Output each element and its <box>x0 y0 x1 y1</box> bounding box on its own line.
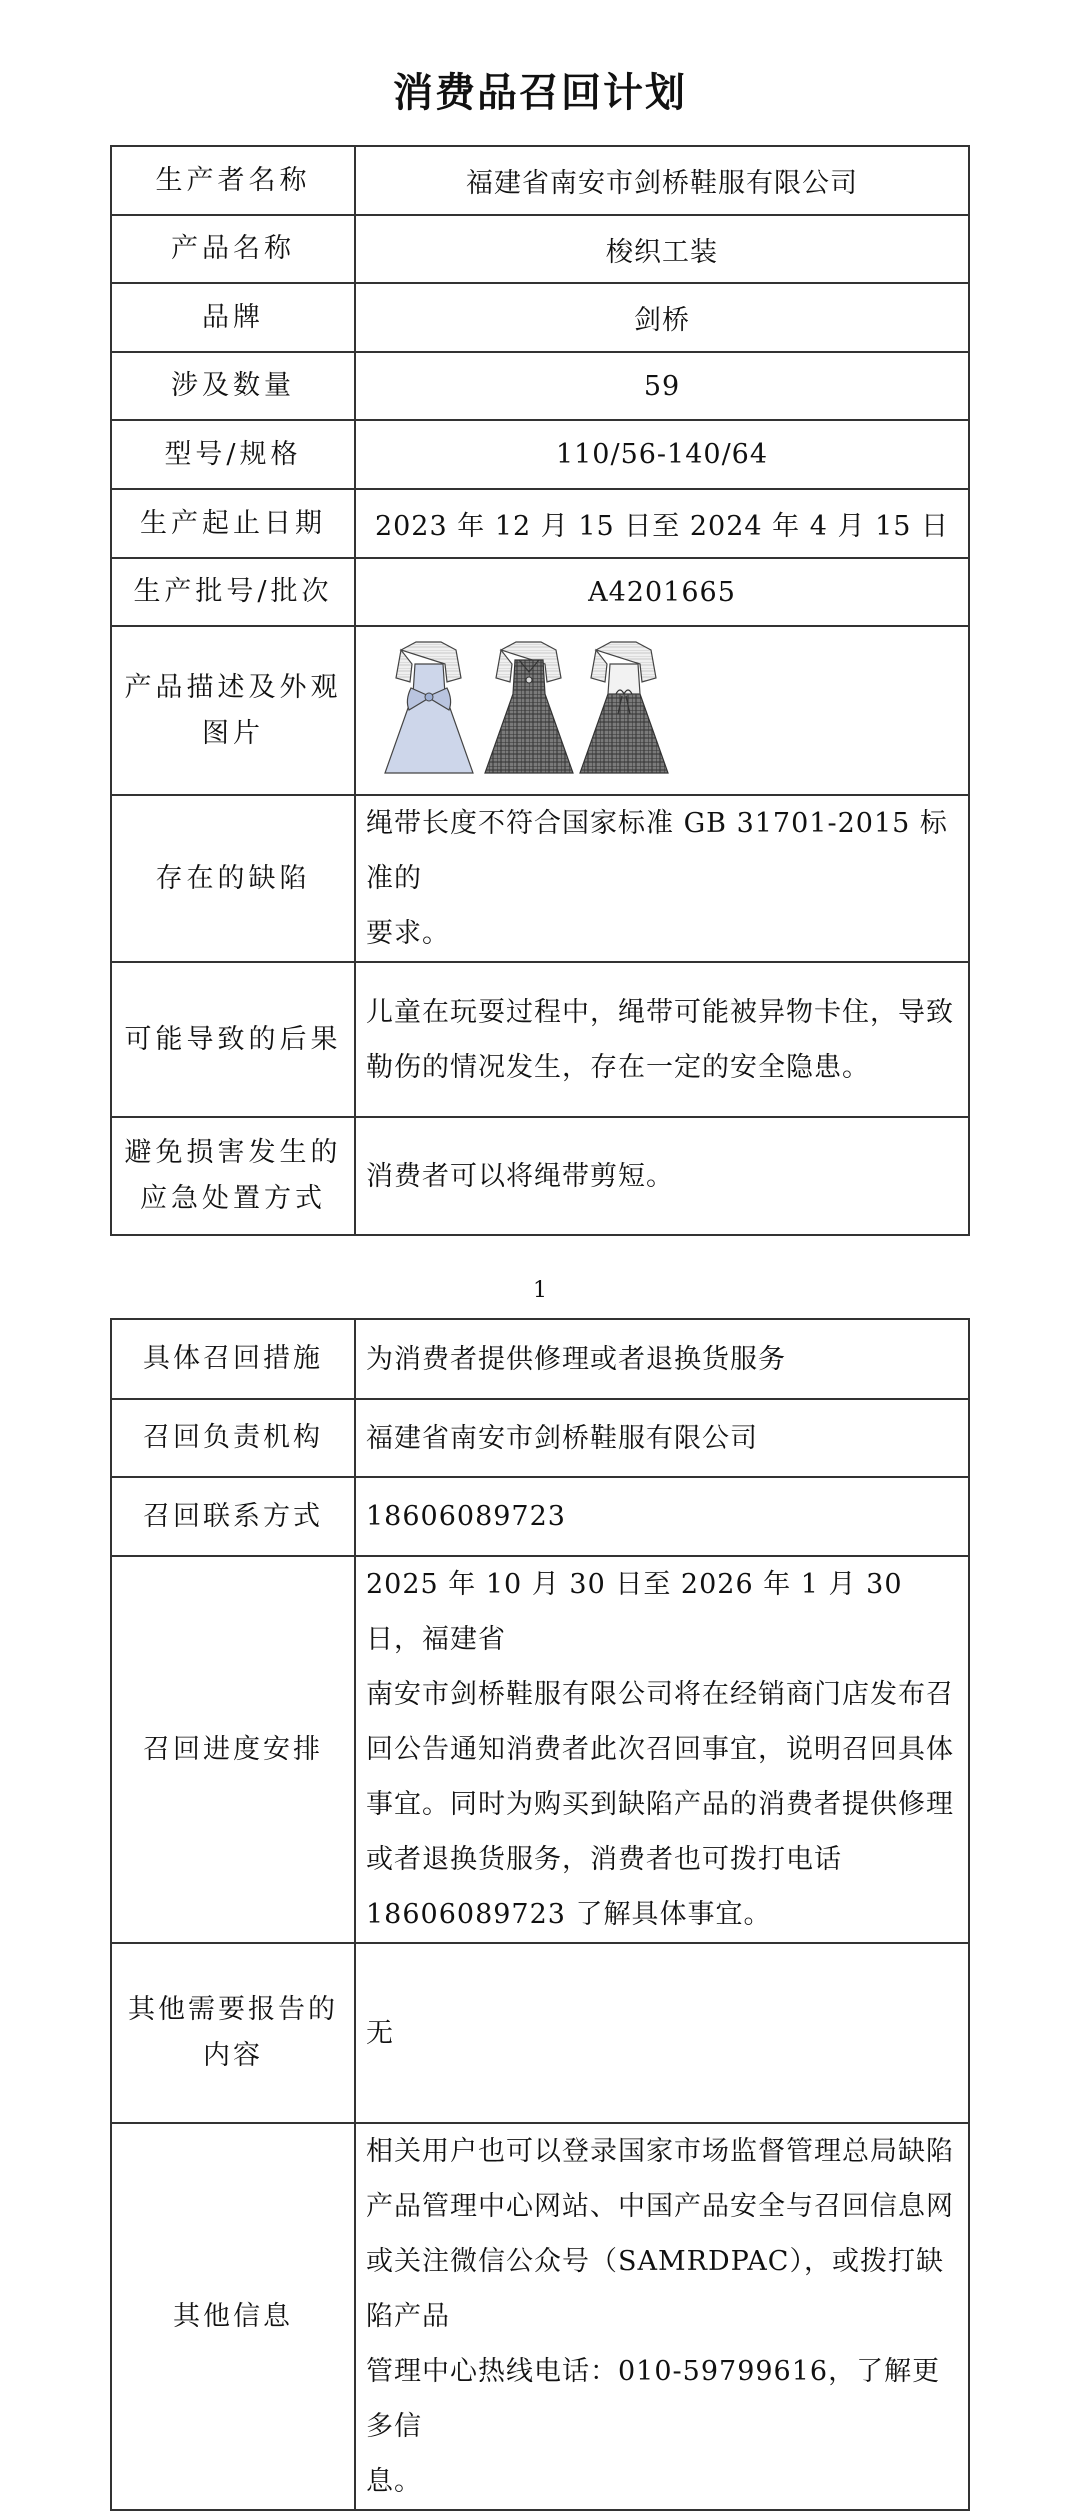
other-report-label-line: 内容 <box>203 2040 263 2071</box>
schedule-line: 18606089723 了解具体事宜。 <box>366 1899 772 1930</box>
table-row <box>111 215 969 283</box>
recall-plan-table <box>110 1318 970 2511</box>
dress-back-plaid <box>580 642 668 773</box>
consequence-value <box>355 962 969 1117</box>
other-info-line: 管理中心热线电话：010-59799616，了解更多信 <box>366 2356 941 2442</box>
brand-value: 剑桥 <box>355 283 969 352</box>
other-report-label-line: 其他需要报告的 <box>128 1994 338 2025</box>
measures-value: 为消费者提供修理或者退换货服务 <box>355 1319 969 1399</box>
description-label-line: 产品描述及外观 <box>124 671 342 703</box>
table-row <box>111 1477 969 1556</box>
description-label-line: 图片 <box>202 717 264 749</box>
product-dress-illustration <box>376 638 676 783</box>
batch-label: 生产批号/批次 <box>111 558 355 626</box>
consequence-line: 儿童在玩耍过程中，绳带可能被异物卡住，导致 <box>366 996 954 1028</box>
organization-value: 福建省南安市剑桥鞋服有限公司 <box>355 1399 969 1477</box>
production-date-value: 2023 年 12 月 15 日至 2024 年 4 月 15 日 <box>355 489 969 558</box>
other-info-label: 其他信息 <box>111 2123 355 2510</box>
other-info-line: 息。 <box>366 2466 422 2497</box>
producer-label: 生产者名称 <box>111 146 355 215</box>
recall-info-table <box>110 145 970 1236</box>
document-title: 消费品召回计划 <box>393 69 687 116</box>
other-info-line: 产品管理中心网站、中国产品安全与召回信息网 <box>366 2191 954 2222</box>
emergency-label <box>111 1117 355 1235</box>
page-number: 1 <box>533 1278 547 1303</box>
schedule-line: 事宜。同时为购买到缺陷产品的消费者提供修理 <box>366 1789 954 1820</box>
measures-label: 具体召回措施 <box>111 1319 355 1399</box>
table-row <box>111 2123 969 2510</box>
product-value: 梭织工装 <box>355 215 969 283</box>
emergency-label-line: 应急处置方式 <box>140 1183 326 1214</box>
other-info-line: 或关注微信公众号（SAMRDPAC），或拨打缺陷产品 <box>366 2246 944 2332</box>
quantity-value: 59 <box>355 352 969 420</box>
defect-line: 要求。 <box>366 918 450 949</box>
dress-front-plaid <box>485 642 573 773</box>
table-row <box>111 795 969 962</box>
contact-label: 召回联系方式 <box>111 1477 355 1556</box>
schedule-line: 南安市剑桥鞋服有限公司将在经销商门店发布召 <box>366 1679 954 1710</box>
table-row <box>111 962 969 1117</box>
table-row <box>111 489 969 558</box>
table-row <box>111 146 969 215</box>
production-date-label: 生产起止日期 <box>111 489 355 558</box>
table-row <box>111 420 969 489</box>
schedule-value <box>355 1556 969 1943</box>
other-info-value <box>355 2123 969 2510</box>
model-value: 110/56-140/64 <box>355 420 969 489</box>
contact-value: 18606089723 <box>355 1477 969 1556</box>
product-label: 产品名称 <box>111 215 355 283</box>
batch-value: A4201665 <box>355 558 969 626</box>
schedule-line: 2025 年 10 月 30 日至 2026 年 1 月 30 日，福建省 <box>366 1569 903 1655</box>
emergency-label-line: 避免损害发生的 <box>124 1137 342 1168</box>
other-report-value: 无 <box>355 1943 969 2123</box>
table-row <box>111 1556 969 1943</box>
schedule-line: 回公告通知消费者此次召回事宜，说明召回具体 <box>366 1734 954 1765</box>
table-row <box>111 352 969 420</box>
other-info-line: 相关用户也可以登录国家市场监督管理总局缺陷 <box>366 2136 954 2167</box>
table-row <box>111 1399 969 1477</box>
table-row <box>111 1943 969 2123</box>
consequence-label: 可能导致的后果 <box>111 962 355 1117</box>
description-label <box>111 626 355 795</box>
product-image-cell <box>355 626 969 795</box>
emergency-value: 消费者可以将绳带剪短。 <box>355 1117 969 1235</box>
schedule-label: 召回进度安排 <box>111 1556 355 1943</box>
organization-label: 召回负责机构 <box>111 1399 355 1477</box>
model-label: 型号/规格 <box>111 420 355 489</box>
schedule-line: 或者退换货服务，消费者也可拨打电话 <box>366 1844 842 1875</box>
producer-value: 福建省南安市剑桥鞋服有限公司 <box>355 146 969 215</box>
table-row <box>111 626 969 795</box>
table-row <box>111 283 969 352</box>
table-row <box>111 1117 969 1235</box>
dress-front-light-blue <box>385 642 473 773</box>
defect-value <box>355 795 969 962</box>
defect-line: 绳带长度不符合国家标准 GB 31701-2015 标准的 <box>366 808 948 894</box>
consequence-line: 勒伤的情况发生，存在一定的安全隐患。 <box>366 1051 870 1083</box>
quantity-label: 涉及数量 <box>111 352 355 420</box>
brand-label: 品牌 <box>111 283 355 352</box>
table-row <box>111 1319 969 1399</box>
other-report-label <box>111 1943 355 2123</box>
defect-label: 存在的缺陷 <box>111 795 355 962</box>
table-row <box>111 558 969 626</box>
